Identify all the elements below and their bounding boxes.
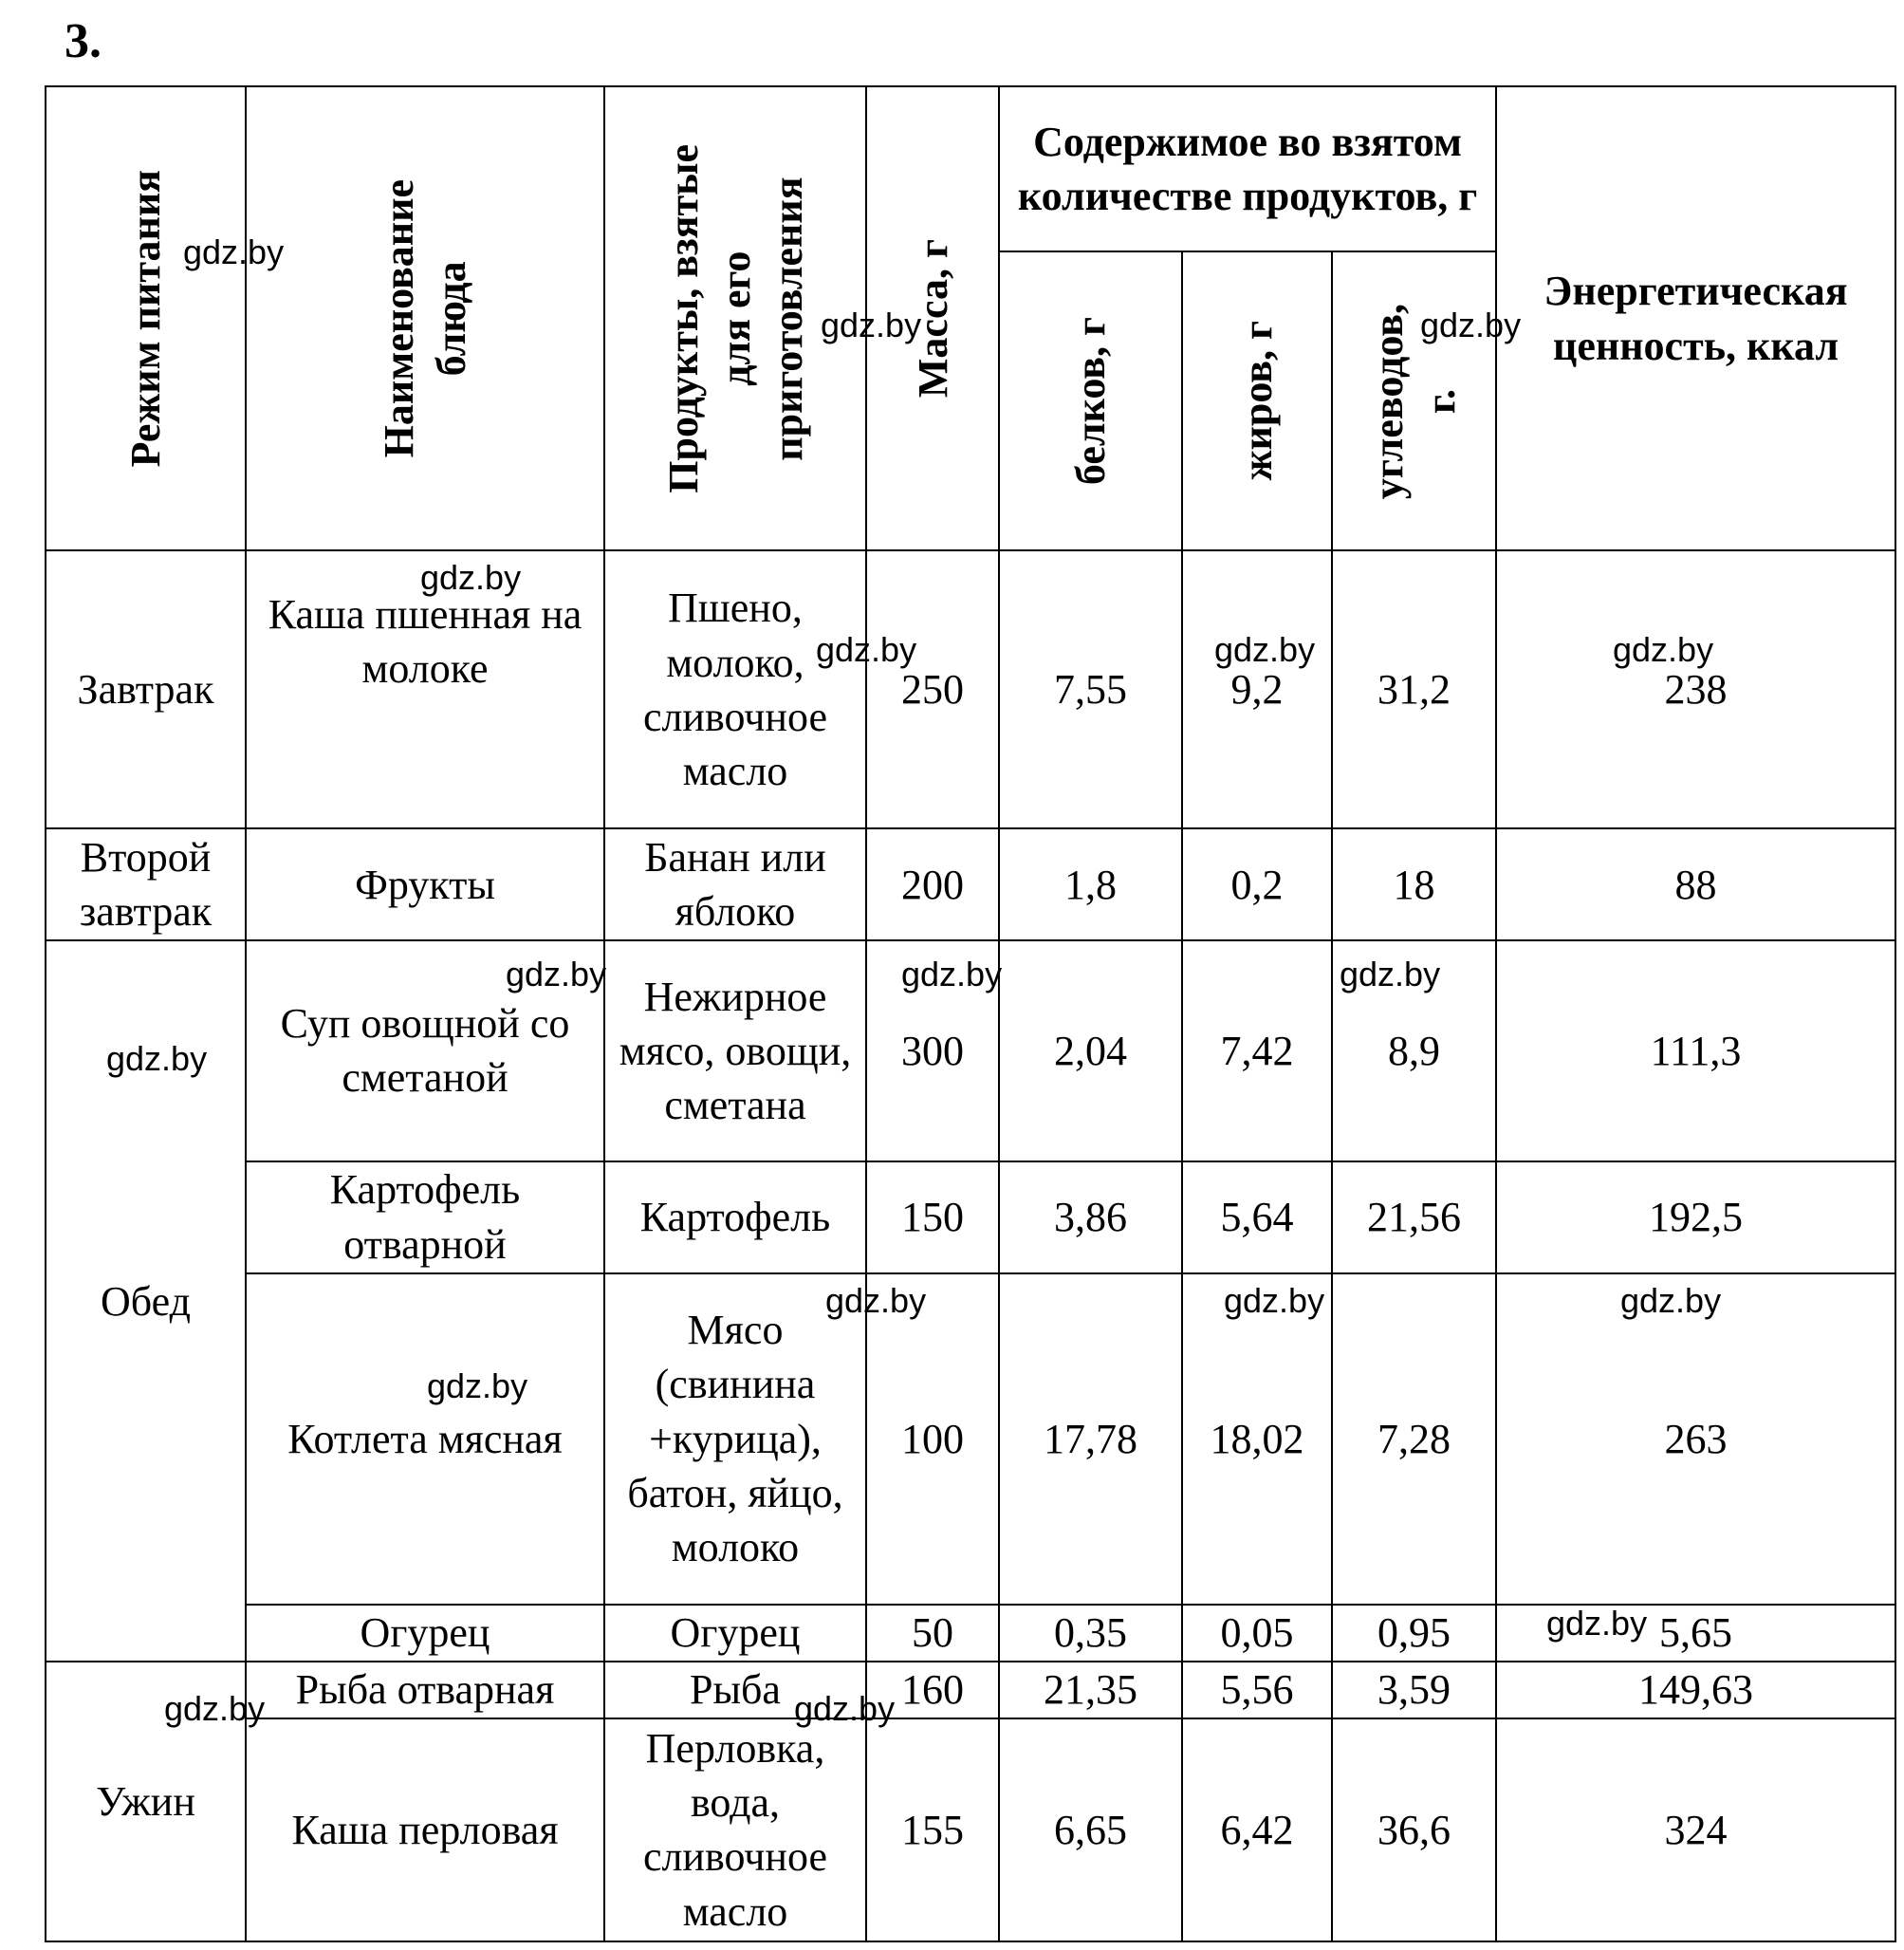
dish-carbs: 0,95	[1332, 1605, 1496, 1662]
dish-proteins: 7,55	[999, 550, 1182, 828]
dish-proteins: 17,78	[999, 1273, 1182, 1605]
header-fats: жиров, г	[1182, 251, 1332, 550]
dish-carbs: 18	[1332, 828, 1496, 940]
dish-carbs: 31,2	[1332, 550, 1496, 828]
dish-proteins: 21,35	[999, 1662, 1182, 1718]
header-content-group: Содержимое во взятом количестве продуктов, г	[999, 86, 1496, 251]
watermark: gdz.by	[1420, 306, 1522, 344]
dish-mass: 100	[866, 1273, 999, 1605]
header-proteins: белков, г	[999, 251, 1182, 550]
dish-energy: 238	[1496, 550, 1895, 828]
watermark: gdz.by	[794, 1689, 896, 1728]
dish-carbs: 21,56	[1332, 1161, 1496, 1273]
watermark: gdz.by	[1224, 1281, 1325, 1320]
watermark: gdz.by	[1214, 630, 1316, 669]
watermark: gdz.by	[1613, 630, 1714, 669]
meal-plan-table	[45, 85, 1896, 1942]
header-dish: Наименование блюда	[246, 86, 604, 550]
dish-carbs: 36,6	[1332, 1718, 1496, 1941]
dish-fats: 9,2	[1182, 550, 1332, 828]
dish-products: Мясо (свинина +курица), батон, яйцо, молоко	[604, 1273, 866, 1605]
dish-name: Рыба отварная	[246, 1662, 604, 1718]
meal-regime: Ужин	[46, 1662, 246, 1941]
dish-mass: 300	[866, 940, 999, 1161]
watermark: gdz.by	[1620, 1281, 1722, 1320]
watermark: gdz.by	[506, 955, 607, 994]
dish-name: Огурец	[246, 1605, 604, 1662]
dish-name: Котлета мясная	[246, 1273, 604, 1605]
dish-energy: 149,63	[1496, 1662, 1895, 1718]
dish-mass: 50	[866, 1605, 999, 1662]
watermark: gdz.by	[816, 630, 917, 669]
dish-energy: 5,65	[1496, 1605, 1895, 1662]
dish-proteins: 6,65	[999, 1718, 1182, 1941]
dish-products: Огурец	[604, 1605, 866, 1662]
dish-mass: 150	[866, 1161, 999, 1273]
dish-mass: 155	[866, 1718, 999, 1941]
watermark: gdz.by	[1546, 1604, 1648, 1643]
meal-regime: Завтрак	[46, 550, 246, 828]
dish-fats: 7,42	[1182, 940, 1332, 1161]
watermark: gdz.by	[164, 1689, 266, 1728]
dish-products: Картофель	[604, 1161, 866, 1273]
dish-products: Банан или яблоко	[604, 828, 866, 940]
table-row	[46, 550, 1895, 828]
dish-mass: 200	[866, 828, 999, 940]
meal-regime: Обед	[46, 940, 246, 1661]
dish-proteins: 2,04	[999, 940, 1182, 1161]
dish-products: Перловка, вода, сливочное масло	[604, 1718, 866, 1941]
table-row	[46, 1605, 1895, 1662]
dish-proteins: 0,35	[999, 1605, 1182, 1662]
table-row	[46, 1161, 1895, 1273]
table-row	[46, 1273, 1895, 1605]
dish-fats: 0,05	[1182, 1605, 1332, 1662]
header-carbs: углеводов, г.	[1332, 251, 1496, 550]
dish-carbs: 8,9	[1332, 940, 1496, 1161]
dish-fats: 6,42	[1182, 1718, 1332, 1941]
header-row-1	[46, 86, 1895, 251]
dish-carbs: 7,28	[1332, 1273, 1496, 1605]
watermark: gdz.by	[427, 1366, 528, 1405]
watermark: gdz.by	[1340, 955, 1441, 994]
dish-name: Каша перловая	[246, 1718, 604, 1941]
table-row	[46, 940, 1895, 1161]
table-row	[46, 1718, 1895, 1941]
dish-products: Рыба	[604, 1662, 866, 1718]
dish-fats: 0,2	[1182, 828, 1332, 940]
dish-carbs: 3,59	[1332, 1662, 1496, 1718]
dish-energy: 324	[1496, 1718, 1895, 1941]
dish-proteins: 3,86	[999, 1161, 1182, 1273]
meal-regime: Второй завтрак	[46, 828, 246, 940]
dish-fats: 18,02	[1182, 1273, 1332, 1605]
dish-products: Нежирное мясо, овощи, сметана	[604, 940, 866, 1161]
header-mass: Масса, г	[866, 86, 999, 550]
dish-energy: 88	[1496, 828, 1895, 940]
dish-mass: 250	[866, 550, 999, 828]
dish-proteins: 1,8	[999, 828, 1182, 940]
watermark: gdz.by	[183, 232, 285, 271]
header-energy: Энергетическая ценность, ккал	[1496, 86, 1895, 550]
dish-name: Картофель отварной	[246, 1161, 604, 1273]
watermark: gdz.by	[821, 306, 922, 344]
task-number: 3.	[65, 14, 102, 68]
dish-mass: 160	[866, 1662, 999, 1718]
header-products: Продукты, взятые для его приготовления	[604, 86, 866, 550]
header-regime: Режим питания	[46, 86, 246, 550]
watermark: gdz.by	[901, 955, 1003, 994]
watermark: gdz.by	[420, 558, 522, 597]
dish-energy: 192,5	[1496, 1161, 1895, 1273]
watermark: gdz.by	[825, 1281, 927, 1320]
dish-energy: 111,3	[1496, 940, 1895, 1161]
watermark: gdz.by	[106, 1039, 208, 1078]
dish-energy: 263	[1496, 1273, 1895, 1605]
table-row	[46, 1662, 1895, 1718]
table-row	[46, 828, 1895, 940]
dish-name: Каша пшенная на молоке	[246, 550, 604, 828]
dish-fats: 5,56	[1182, 1662, 1332, 1718]
dish-fats: 5,64	[1182, 1161, 1332, 1273]
dish-name: Фрукты	[246, 828, 604, 940]
dish-products: Пшено, молоко, сливочное масло	[604, 550, 866, 828]
dish-name: Суп овощной со сметаной	[246, 940, 604, 1161]
